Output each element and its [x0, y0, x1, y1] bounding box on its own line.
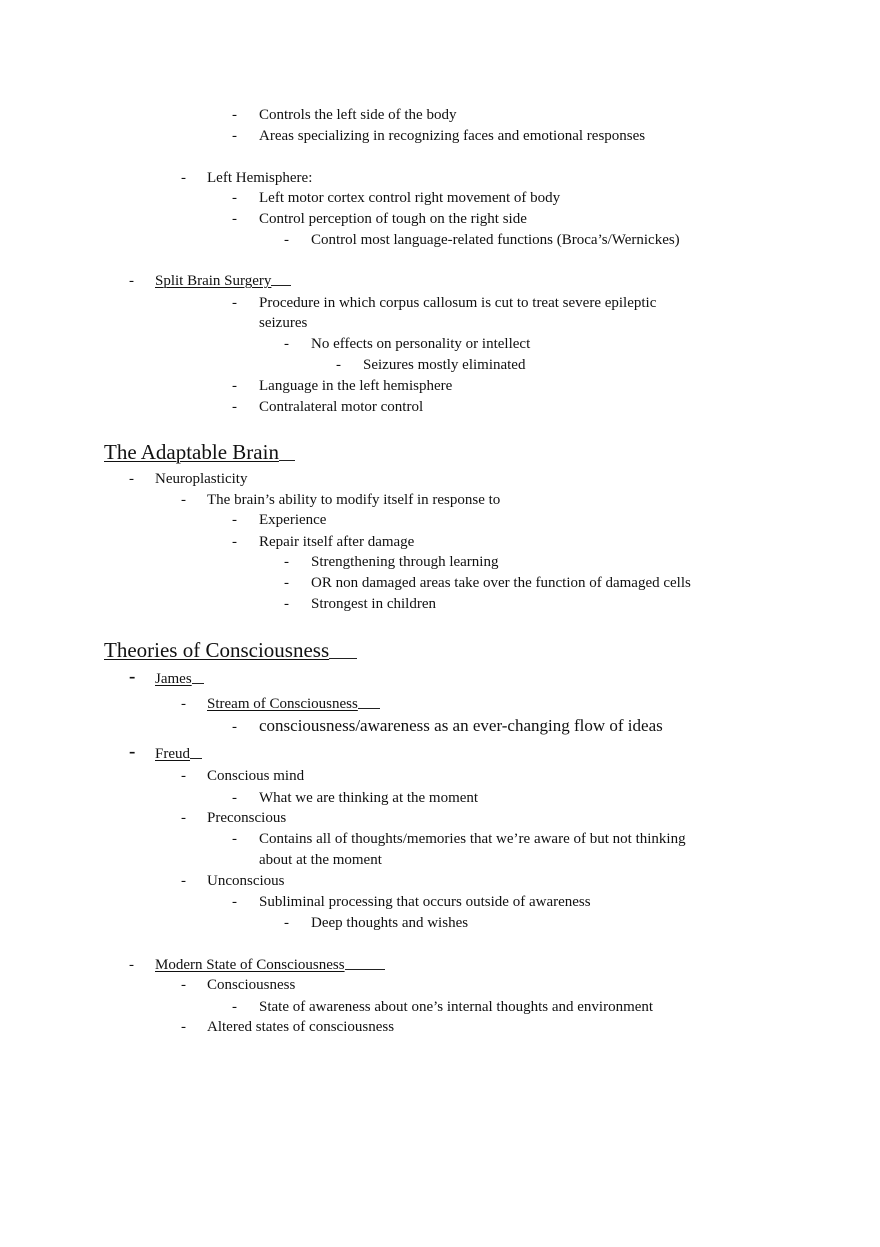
list-item: What we are thinking at the moment — [259, 790, 479, 806]
list-item-continuation: seizures — [259, 315, 308, 331]
bullet-dash: - — [232, 534, 237, 550]
bullet-dash: - — [232, 399, 237, 415]
bullet-dash: - — [129, 471, 134, 487]
bullet-dash: - — [336, 357, 341, 373]
bullet-dash: - — [181, 696, 186, 712]
bullet-dash: - — [232, 211, 237, 227]
bullet-dash: - — [181, 810, 186, 826]
list-item: No effects on personality or intellect — [311, 336, 531, 352]
list-item: Preconscious — [207, 810, 287, 826]
bullet-dash: - — [181, 492, 186, 508]
list-item: consciousness/awareness as an ever-changing flow of ideas — [259, 716, 663, 735]
freud-label: Freud — [155, 745, 202, 763]
bullet-dash: - — [232, 128, 237, 144]
bullet-dash: - — [232, 831, 237, 847]
list-item: Contains all of thoughts/memories that we’re aware of but not thinking — [259, 831, 686, 847]
bullet-dash: - — [232, 512, 237, 528]
list-item: Contralateral motor control — [259, 399, 424, 415]
list-item: Deep thoughts and wishes — [311, 915, 469, 931]
list-item: Control perception of tough on the right side — [259, 211, 527, 227]
list-item: Left motor cortex control right movement of body — [259, 190, 561, 206]
list-item: State of awareness about one’s internal thoughts and environment — [259, 999, 654, 1015]
bullet-dash: - — [129, 273, 134, 289]
list-item: Seizures mostly eliminated — [363, 357, 526, 373]
section-heading: Theories of Consciousness — [104, 638, 357, 662]
bullet-dash: - — [181, 977, 186, 993]
list-item: Procedure in which corpus callosum is cut to treat severe epileptic — [259, 295, 657, 311]
list-item: The brain’s ability to modify itself in response to — [207, 492, 501, 508]
bullet-dash: - — [129, 666, 136, 687]
bullet-dash: - — [232, 378, 237, 394]
list-item: Controls the left side of the body — [259, 107, 457, 123]
list-item: Repair itself after damage — [259, 534, 415, 550]
bullet-dash: - — [232, 894, 237, 910]
bullet-dash: - — [232, 719, 237, 735]
list-item: Neuroplasticity — [155, 471, 248, 487]
list-item: Experience — [259, 512, 327, 528]
list-item: Subliminal processing that occurs outside of awareness — [259, 894, 591, 910]
list-item: Altered states of consciousness — [207, 1019, 395, 1035]
bullet-dash: - — [284, 575, 289, 591]
bullet-dash: - — [232, 190, 237, 206]
bullet-dash: - — [232, 107, 237, 123]
list-item: Control most language-related functions (Broca’s/Wernickes) — [311, 232, 680, 248]
bullet-dash: - — [284, 232, 289, 248]
bullet-dash: - — [284, 596, 289, 612]
bullet-dash: - — [181, 873, 186, 889]
list-item: OR non damaged areas take over the function of damaged cells — [311, 575, 691, 591]
list-item: Language in the left hemisphere — [259, 378, 453, 394]
stream-label: Stream of Consciousness — [207, 695, 380, 713]
bullet-dash: - — [232, 295, 237, 311]
left-hemisphere-label: Left Hemisphere: — [207, 170, 313, 186]
list-item: Unconscious — [207, 873, 285, 889]
bullet-dash: - — [181, 768, 186, 784]
list-item-continuation: about at the moment — [259, 852, 382, 868]
split-brain-label: Split Brain Surgery — [155, 272, 291, 290]
list-item: Strengthening through learning — [311, 554, 499, 570]
section-heading: The Adaptable Brain — [104, 440, 295, 464]
modern-label: Modern State of Consciousness — [155, 956, 385, 974]
list-item: Conscious mind — [207, 768, 305, 784]
bullet-dash: - — [181, 170, 186, 186]
list-item: Strongest in children — [311, 596, 436, 612]
bullet-dash: - — [232, 790, 237, 806]
bullet-dash: - — [129, 741, 136, 762]
james-label: James — [155, 670, 204, 688]
list-item: Consciousness — [207, 977, 296, 993]
bullet-dash: - — [232, 999, 237, 1015]
bullet-dash: - — [284, 554, 289, 570]
bullet-dash: - — [284, 915, 289, 931]
bullet-dash: - — [181, 1019, 186, 1035]
bullet-dash: - — [129, 957, 134, 973]
list-item: Areas specializing in recognizing faces and emotional responses — [259, 128, 646, 144]
bullet-dash: - — [284, 336, 289, 352]
